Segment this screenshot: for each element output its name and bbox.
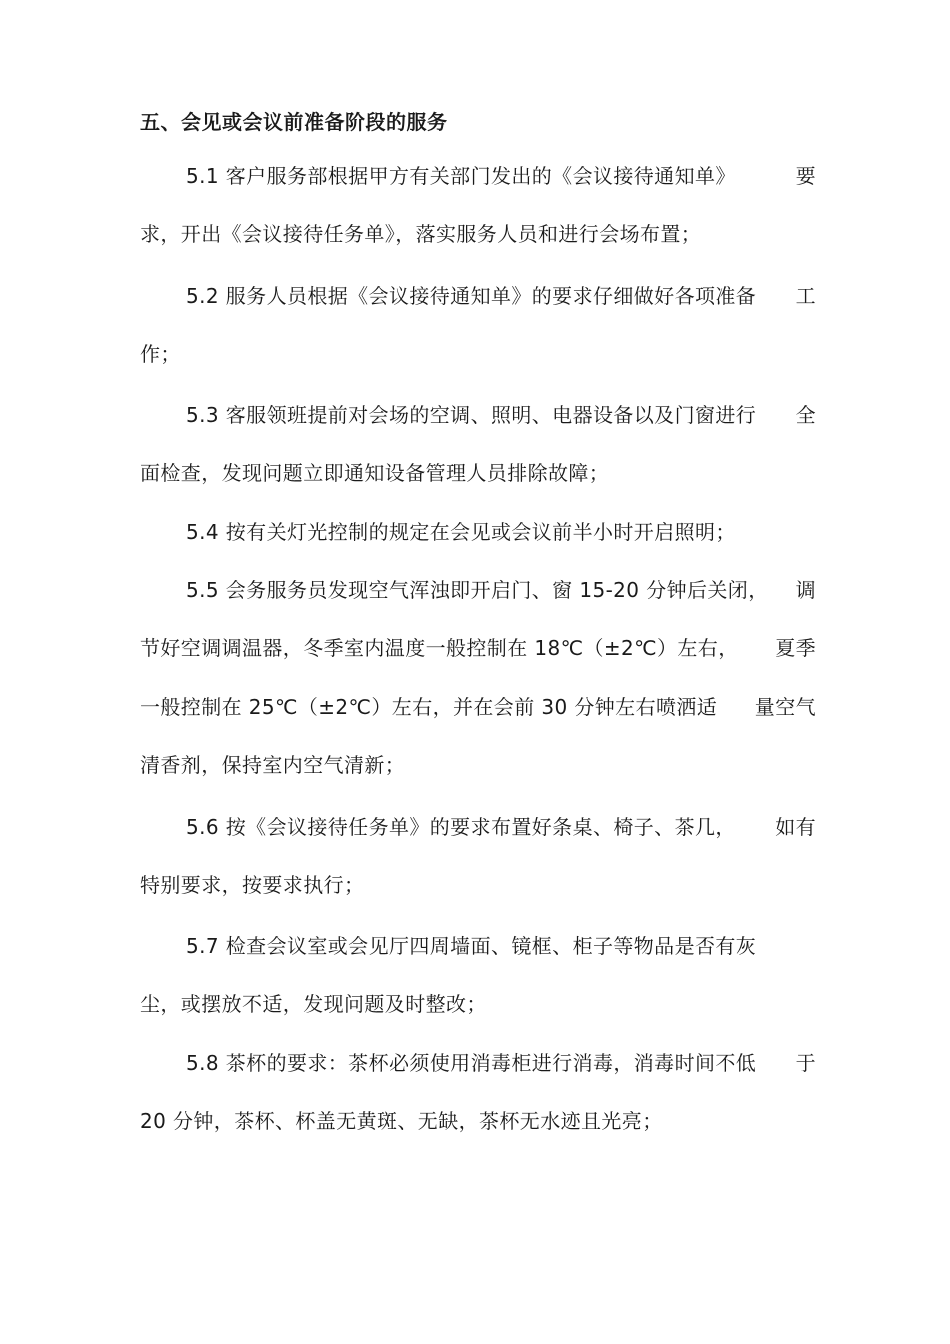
paragraph-5-6-line-2 [140, 869, 364, 898]
text-segment: 5.3 客服领班提前对会场的空调、照明、电器设备以及门窗进行 [186, 403, 757, 427]
text-segment: 一般控制在 25℃（±2℃）左右，并在会前 30 分钟左右喷洒适 [140, 695, 718, 719]
text-segment: 全 [795, 403, 816, 427]
text-segment: 特别要求，按要求执行； [140, 873, 365, 897]
paragraph-5-7-line-2 [140, 988, 487, 1017]
paragraph-5-3-line-1 [186, 399, 816, 428]
paragraph-5-8-line-2 [140, 1105, 663, 1134]
text-segment: 如有 [775, 815, 816, 839]
text-segment: 要 [795, 164, 816, 188]
paragraph-5-2-line-1 [186, 280, 816, 309]
paragraph-5-5-line-2 [140, 632, 816, 661]
paragraph-5-8-line-1 [186, 1047, 816, 1076]
text-segment: 5.1 客户服务部根据甲方有关部门发出的《会议接待通知单》 [186, 164, 736, 188]
text-segment: 5.5 会务服务员发现空气浑浊即开启门、窗 15-20 分钟后关闭， [186, 578, 769, 602]
section-heading: 五、会见或会议前准备阶段的服务 [140, 110, 448, 134]
text-segment: 清香剂，保持室内空气清新； [140, 753, 406, 777]
text-segment: 于 [795, 1051, 816, 1075]
text-segment: 夏季 [775, 636, 816, 660]
paragraph-5-5-line-4 [140, 749, 405, 778]
text-segment: 5.4 按有关灯光控制的规定在会见或会议前半小时开启照明； [186, 520, 736, 544]
text-segment: 量空气 [754, 695, 816, 719]
text-segment: 尘，或摆放不适，发现问题及时整改； [140, 992, 487, 1016]
text-segment: 5.6 按《会议接待任务单》的要求布置好条桌、椅子、茶几， [186, 815, 736, 839]
paragraph-5-1-line-1 [186, 160, 816, 189]
paragraph-5-6-line-1 [186, 811, 816, 840]
text-segment: 作； [140, 342, 181, 366]
text-segment: 节好空调调温器，冬季室内温度一般控制在 18℃（±2℃）左右， [140, 636, 739, 660]
text-segment: 工 [795, 284, 816, 308]
text-segment: 5.8 茶杯的要求：茶杯必须使用消毒柜进行消毒，消毒时间不低 [186, 1051, 757, 1075]
text-segment: 求，开出《会议接待任务单》，落实服务人员和进行会场布置； [140, 222, 702, 246]
paragraph-5-4-line-1 [186, 516, 736, 545]
paragraph-5-5-line-3 [140, 691, 816, 720]
text-segment: 面检查，发现问题立即通知设备管理人员排除故障； [140, 461, 610, 485]
paragraph-5-3-line-2 [140, 457, 609, 486]
text-segment: 调 [795, 578, 816, 602]
text-segment: 5.2 服务人员根据《会议接待通知单》的要求仔细做好各项准备 [186, 284, 757, 308]
paragraph-5-2-line-2 [140, 338, 181, 367]
paragraph-5-1-line-2 [140, 218, 701, 247]
paragraph-5-5-line-1 [186, 574, 816, 603]
text-segment: 20 分钟，茶杯、杯盖无黄斑、无缺，茶杯无水迹且光亮； [140, 1109, 663, 1133]
paragraph-5-7-line-1 [186, 930, 756, 959]
text-segment: 5.7 检查会议室或会见厅四周墙面、镜框、柜子等物品是否有灰 [186, 934, 757, 958]
